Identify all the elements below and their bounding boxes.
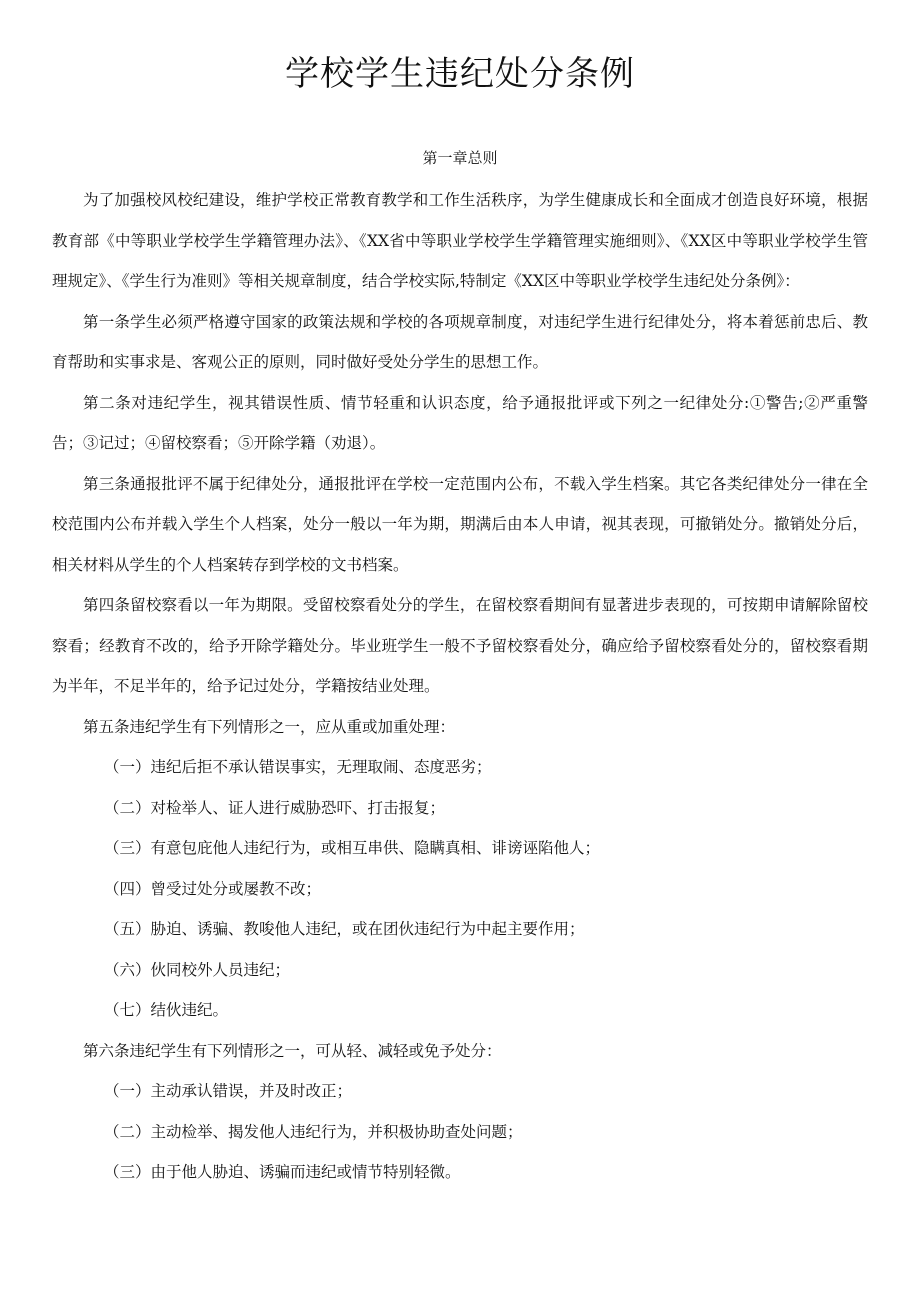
article-2: 第二条对违纪学生，视其错误性质、情节轻重和认识态度，给予通报批评或下列之一纪律处分:①警告;②严重警告；③记过；④留校察看；⑤开除学籍（劝退）。: [52, 393, 868, 452]
document-title: 学校学生违纪处分条例: [285, 54, 635, 94]
intro-paragraph: 为了加强校风校纪建设，维护学校正常教育教学和工作生活秩序，为学生健康成长和全面成才创造良好环境，根据教育部《中等职业学校学生学籍管理办法》、《XX省中等职业学校学生学籍管理实施细则》、《XX区中等职业学校学生管理规定》、《学生行为准则》等相关规章制度，结合学校实际,特制定《XX区中等职业学校学生违纪处分条例》：: [52, 191, 868, 290]
article-6-item: （一）主动承认错误，并及时改正；: [104, 1082, 353, 1100]
chapter-heading: 第一章总则: [422, 149, 498, 167]
article-5-item: （七）结伙违纪。: [104, 1001, 229, 1019]
article-5-item: （六）伙同校外人员违纪；: [104, 960, 291, 979]
article-6-item: （二）主动检举、揭发他人违纪行为，并积极协助查处问题；: [104, 1122, 523, 1141]
article-4: 第四条留校察看以一年为期限。受留校察看处分的学生，在留校察看期间有显著进步表现的，可按期申请解除留校察看；经教育不改的，给予开除学籍处分。毕业班学生一般不予留校察看处分，确应给予留校察看处分的，留校察看期为半年，不足半年的，给予记过处分，学籍按结业处理。: [52, 596, 868, 695]
document-body: [52, 180, 868, 1193]
article-1: 第一条学生必须严格遵守国家的政策法规和学校的各项规章制度，对违纪学生进行纪律处分，将本着惩前忠后、教育帮助和实事求是、客观公正的原则，同时做好受处分学生的思想工作。: [52, 312, 868, 371]
article-5-heading: 第五条违纪学生有下列情形之一，应从重或加重处理：: [83, 717, 456, 736]
article-5-item: （五）胁迫、诱骗、教唆他人违纪，或在团伙违纪行为中起主要作用；: [104, 920, 585, 938]
article-5-item: （二）对检举人、证人进行威胁恐吓、打击报复；: [104, 798, 446, 817]
article-5-item: （一）违纪后拒不承认错误事实，无理取闹、态度恶劣；: [104, 758, 492, 776]
article-5-item: （四）曾受过处分或屡教不改；: [104, 879, 322, 898]
article-6-heading: 第六条违纪学生有下列情形之一，可从轻、减轻或免予处分：: [83, 1041, 502, 1060]
article-6-item: （三）由于他人胁迫、诱骗而违纪或情节特别轻微。: [104, 1163, 461, 1181]
article-3: 第三条通报批评不属于纪律处分，通报批评在学校一定范围内公布，不载入学生档案。其它各类纪律处分一律在全校范围内公布并载入学生个人档案，处分一般以一年为期，期满后由本人申请，视其表现，可撤销处分。撤销处分后，相关材料从学生的个人档案转存到学校的文书档案。: [52, 474, 868, 574]
article-5-item: （三）有意包庇他人违纪行为，或相互串供、隐瞒真相、诽谤诬陷他人；: [104, 839, 601, 857]
